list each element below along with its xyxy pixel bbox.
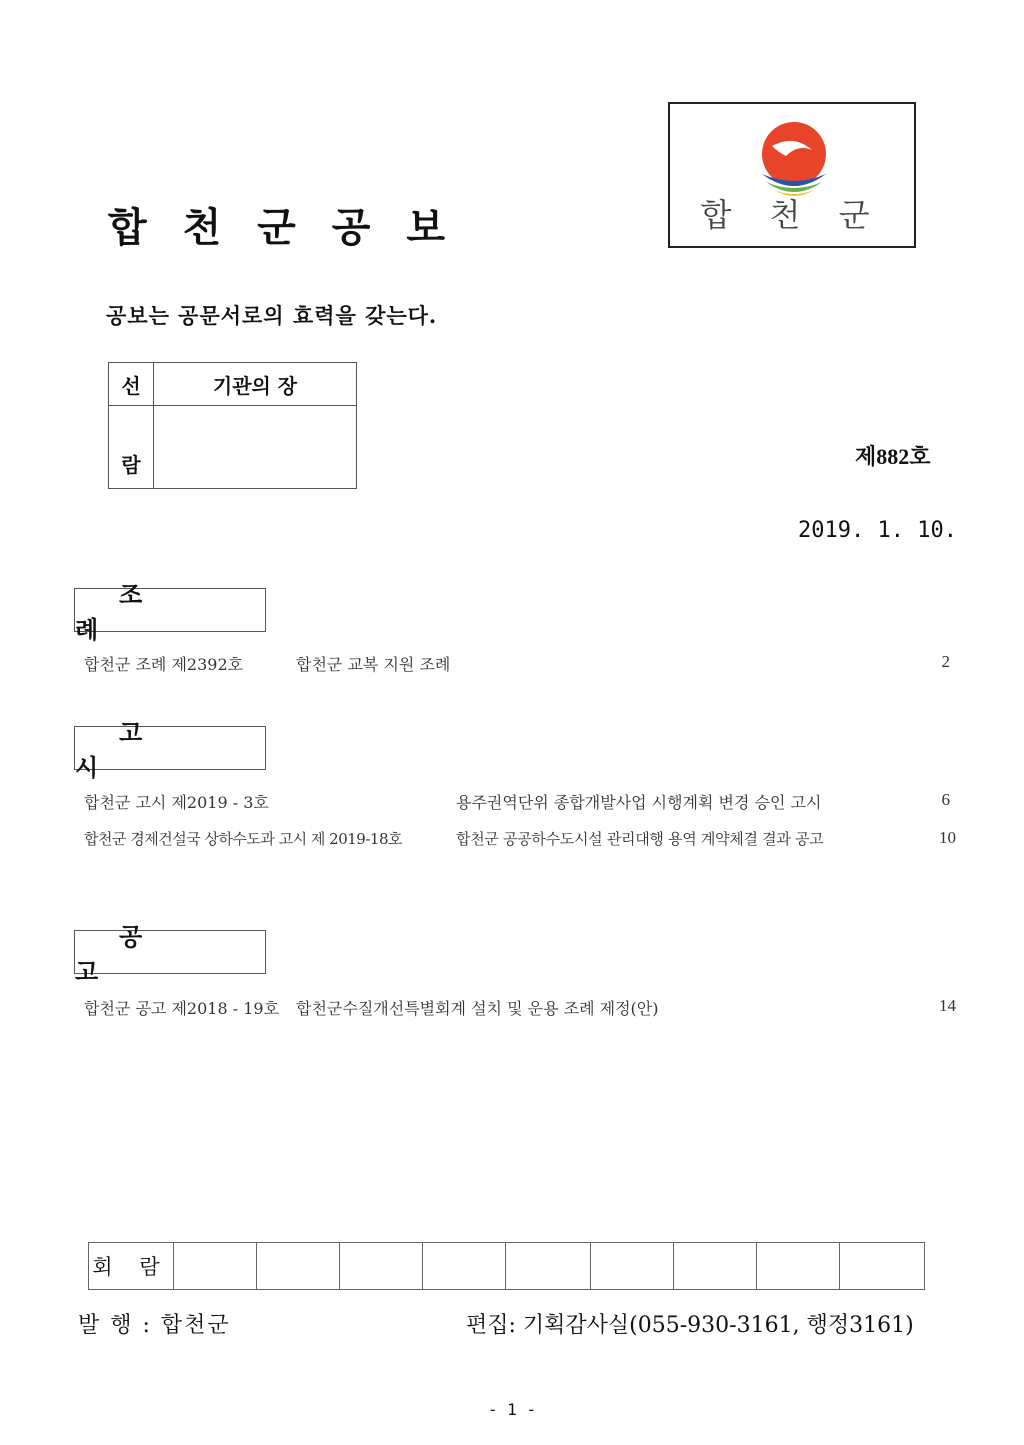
circulation-sign-cell[interactable] bbox=[591, 1243, 674, 1290]
title-char: 천 bbox=[182, 205, 224, 251]
page-title bbox=[108, 196, 465, 253]
announcement-item-subject[interactable]: 합천군수질개선특별회계 설치 및 운용 조례 제정(안) bbox=[296, 999, 659, 1018]
review-signature-cell[interactable] bbox=[154, 406, 357, 489]
announcement-item-page: 14 bbox=[939, 996, 956, 1015]
title-char: 공 bbox=[331, 205, 373, 251]
editor-contact: 편집: 기획감사실(055-930-3161, 행정3161) bbox=[466, 1313, 914, 1338]
review-heading: 기관의 장 bbox=[154, 363, 357, 406]
circulation-label: 회 람 bbox=[89, 1243, 174, 1290]
notice-item-page: 6 bbox=[941, 790, 950, 809]
announcement-item-ref: 합천군 공고 제2018 - 19호 bbox=[84, 999, 280, 1018]
ordinance-item-ref: 합천군 조례 제2392호 bbox=[84, 655, 244, 674]
circulation-sign-cell[interactable] bbox=[674, 1243, 757, 1290]
ordinance-item-page: 2 bbox=[941, 652, 950, 671]
notice-item-page: 10 bbox=[939, 828, 956, 847]
circulation-sign-cell[interactable] bbox=[840, 1243, 925, 1290]
subtitle: 공보는 공문서로의 효력을 갖는다. bbox=[106, 303, 438, 328]
circulation-sign-cell[interactable] bbox=[174, 1243, 257, 1290]
notice-item-subject[interactable]: 용주권역단위 종합개발사업 시행계획 변경 승인 고시 bbox=[456, 793, 822, 812]
issue-date: 2019. 1. 10. bbox=[798, 518, 957, 543]
notice-item-subject[interactable]: 합천군 공공하수도시설 관리대행 용역 계약체결 결과 공고 bbox=[456, 830, 824, 848]
title-char: 군 bbox=[257, 205, 298, 251]
review-table bbox=[108, 362, 357, 489]
county-logo-box bbox=[668, 102, 916, 248]
title-char: 보 bbox=[406, 205, 447, 251]
ordinance-item-subject[interactable]: 합천군 교복 지원 조례 bbox=[296, 655, 451, 674]
logo-text: 합 천 군 bbox=[700, 196, 884, 234]
section-title-announcement: 공 고 bbox=[74, 930, 266, 974]
circulation-sign-cell[interactable] bbox=[257, 1243, 340, 1290]
circulation-table bbox=[88, 1242, 925, 1290]
section-title-ordinance: 조 례 bbox=[74, 588, 266, 632]
circulation-sign-cell[interactable] bbox=[340, 1243, 423, 1290]
circulation-sign-cell[interactable] bbox=[757, 1243, 840, 1290]
notice-item-ref: 합천군 고시 제2019 - 3호 bbox=[84, 793, 269, 812]
section-title-notice: 고 시 bbox=[74, 726, 266, 770]
page-number: - 1 - bbox=[487, 1400, 537, 1419]
review-label-bottom: 람 bbox=[109, 406, 154, 489]
circulation-sign-cell[interactable] bbox=[423, 1243, 506, 1290]
publisher: 발 행 : 합천군 bbox=[78, 1313, 231, 1338]
notice-item-ref: 합천군 경제건설국 상하수도과 고시 제 2019-18호 bbox=[84, 830, 403, 848]
issue-number: 제882호 bbox=[855, 444, 931, 469]
circulation-sign-cell[interactable] bbox=[506, 1243, 591, 1290]
review-label-top: 선 bbox=[109, 363, 154, 406]
title-char: 합 bbox=[108, 205, 149, 251]
